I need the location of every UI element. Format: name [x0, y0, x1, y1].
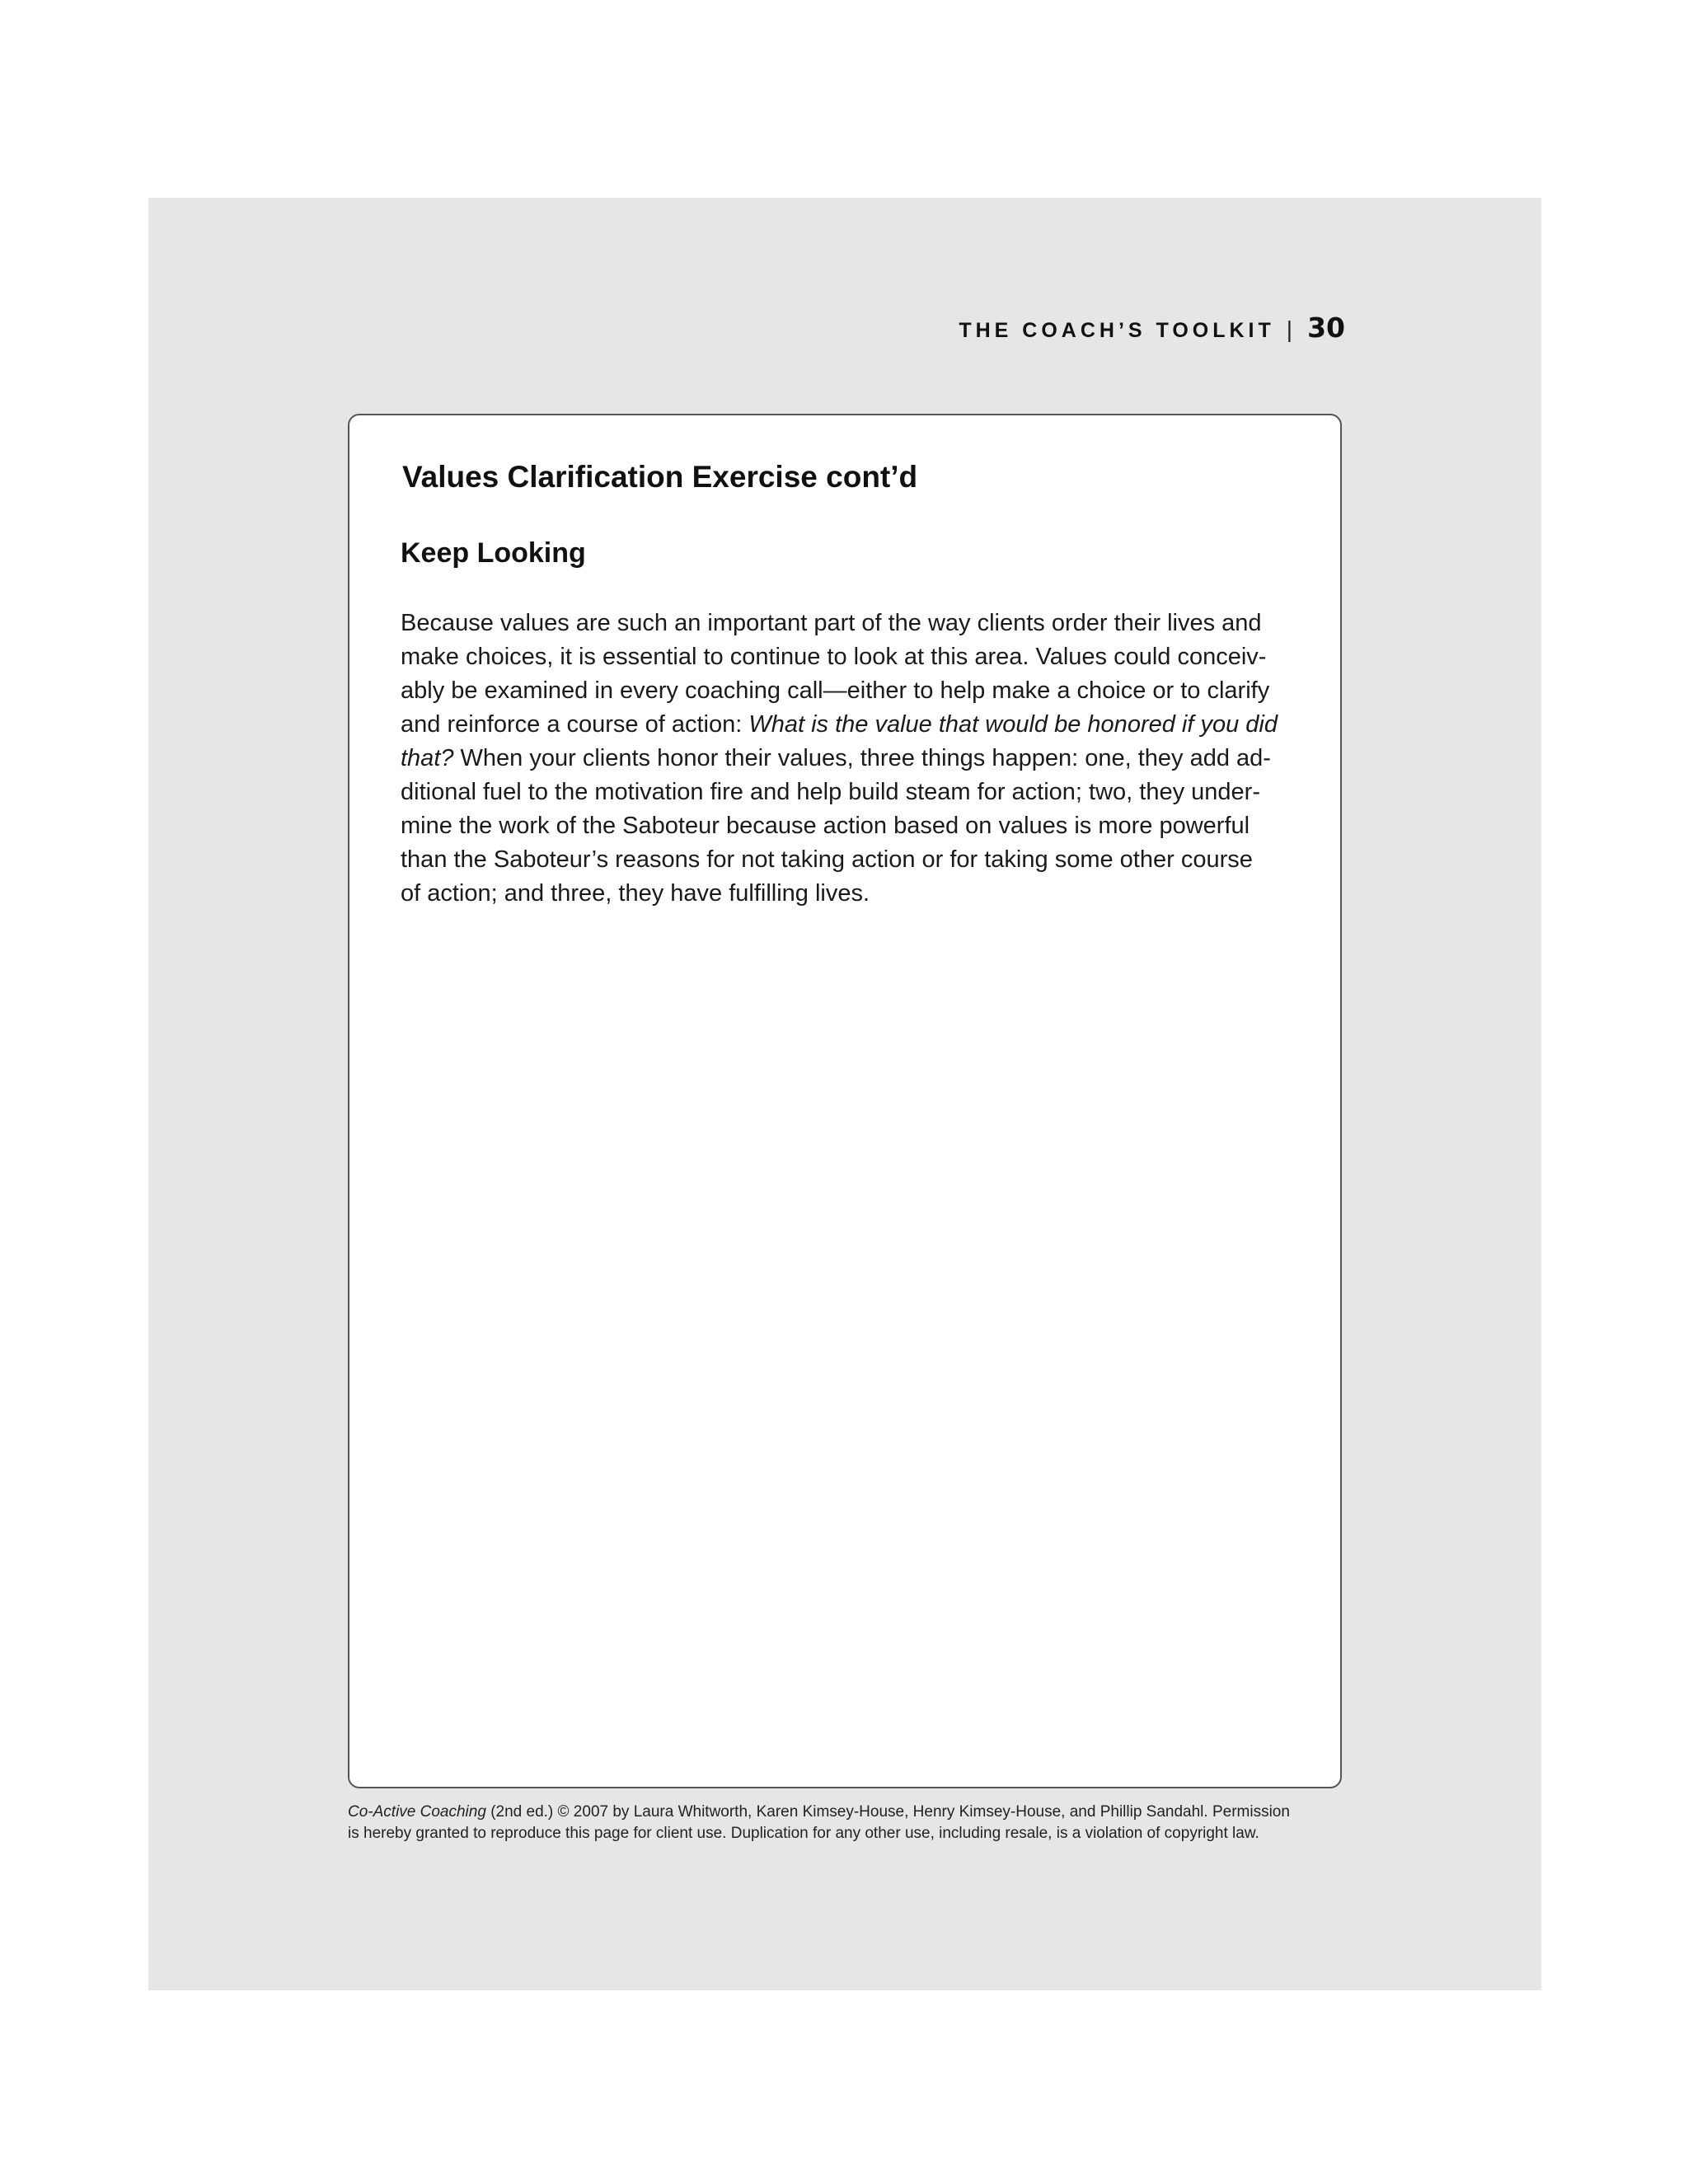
footer-line [348, 1802, 1370, 1823]
body-line: Because values are such an important part of the way clients order their lives and [401, 610, 1262, 636]
footer-text-run: (2nd ed.) © 2007 by Laura Whitworth, Karen Kimsey-House, Henry Kimsey-House, and Phillip Sandahl. Permission [485, 1803, 1290, 1821]
body-line: ably be examined in every coaching call—either to help make a choice or to clarify [401, 677, 1270, 704]
italic-question: What is the value that would be honored if you did [748, 711, 1278, 738]
body-line: ditional fuel to the motivation fire and help build steam for action; two, they under- [401, 779, 1260, 805]
running-header [907, 312, 1345, 344]
section-heading: Keep Looking [401, 537, 586, 569]
body-text-run: and reinforce a course of action: [401, 711, 749, 738]
body-line: make choices, it is essential to continue to look at this area. Values could conceiv- [401, 644, 1267, 670]
exercise-box [348, 414, 1342, 1788]
body-line [401, 708, 1291, 742]
body-text-run: When your clients honor their values, three things happen: one, they add ad- [453, 745, 1271, 771]
italic-question-end: that? [401, 745, 454, 771]
page-number: 30 [1307, 312, 1345, 344]
header-divider: | [1286, 316, 1293, 342]
exercise-title: Values Clarification Exercise cont’d [402, 460, 918, 494]
running-header-title: THE COACH’S TOOLKIT [959, 319, 1275, 342]
footer-line: is hereby granted to reproduce this page for client use. Duplication for any other use, including resale, is a violation of copyright law. [348, 1825, 1259, 1842]
book-title: Co-Active Coaching [348, 1803, 486, 1821]
body-line: mine the work of the Saboteur because action based on values is more powerful [401, 813, 1250, 839]
body-paragraph [401, 607, 1291, 911]
body-line [401, 742, 1291, 776]
body-line: than the Saboteur’s reasons for not taking action or for taking some other course [401, 846, 1253, 873]
body-line: of action; and three, they have fulfilling lives. [401, 880, 870, 907]
copyright-footer [348, 1802, 1370, 1844]
